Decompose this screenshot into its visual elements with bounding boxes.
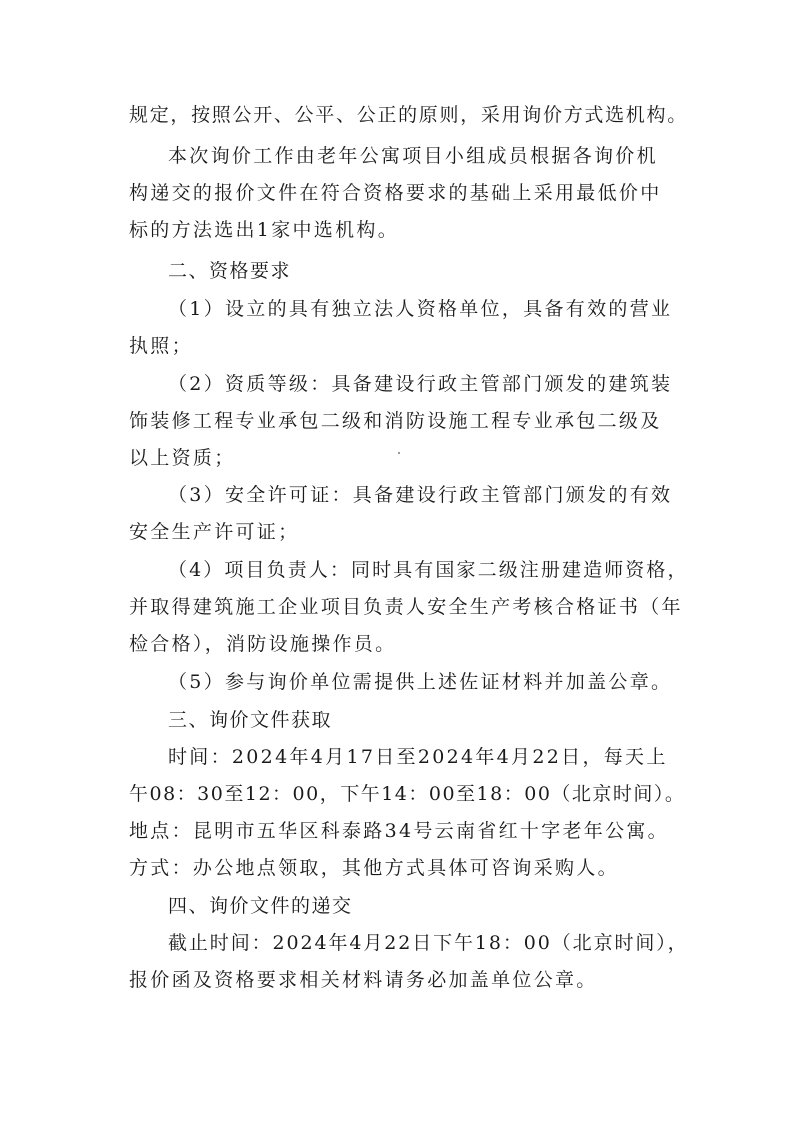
paragraph-line: 饰装修工程专业承包二级和消防设施工程专业承包二级及 [129, 410, 662, 432]
paragraph-line: 方式：办公地点领取，其他方式具体可咨询采购人。 [129, 857, 619, 879]
paragraph-line: 标的方法选出1家中选机构。 [129, 219, 399, 241]
paragraph-line: 执照； [129, 335, 193, 357]
paragraph-line: 构递交的报价文件在符合资格要求的基础上采用最低价中 [129, 182, 662, 204]
paragraph-line: 时间：2024年4月17日至2024年4月22日，每天上 [168, 746, 668, 768]
paragraph-line: 午08：30至12：00，下午14：00至18：00（北京时间）。 [129, 783, 686, 805]
paragraph-line: 检合格），消防设施操作员。 [129, 633, 397, 655]
paragraph-line: 本次询价工作由老年公寓项目小组成员根据各询价机 [168, 145, 658, 167]
paragraph-line: 地点：昆明市五华区科泰路34号云南省红十字老年公寓。 [129, 820, 669, 842]
paragraph-line: （3）安全许可证：具备建设行政主管部门颁发的有效 [168, 484, 673, 506]
section-heading: 四、询价文件的递交 [168, 895, 353, 917]
paragraph-line: （4）项目负责人：同时具有国家二级注册建造师资格， [168, 559, 689, 581]
paragraph-line: （5）参与询价单位需提供上述佐证材料并加盖公章。 [168, 671, 673, 693]
section-heading: 二、资格要求 [168, 260, 292, 282]
paragraph-line: 并取得建筑施工企业项目负责人安全生产考核合格证书（年 [129, 596, 683, 618]
paragraph-line: 报价函及资格要求相关材料请务必加盖单位公章。 [129, 969, 598, 991]
paragraph-line: 截止时间：2024年4月22日下午18：00（北京时间）， [168, 932, 689, 954]
paragraph-line: 安全生产许可证； [129, 521, 300, 543]
scan-speck [398, 452, 400, 454]
paragraph-line: 以上资质； [129, 447, 236, 469]
section-heading: 三、询价文件获取 [168, 709, 333, 731]
paragraph-line: （2）资质等级：具备建设行政主管部门颁发的建筑装 [168, 373, 673, 395]
paragraph-line: 规定，按照公开、公平、公正的原则，采用询价方式选机构。 [129, 104, 688, 126]
paragraph-line: （1）设立的具有独立法人资格单位，具备有效的营业 [168, 298, 673, 320]
